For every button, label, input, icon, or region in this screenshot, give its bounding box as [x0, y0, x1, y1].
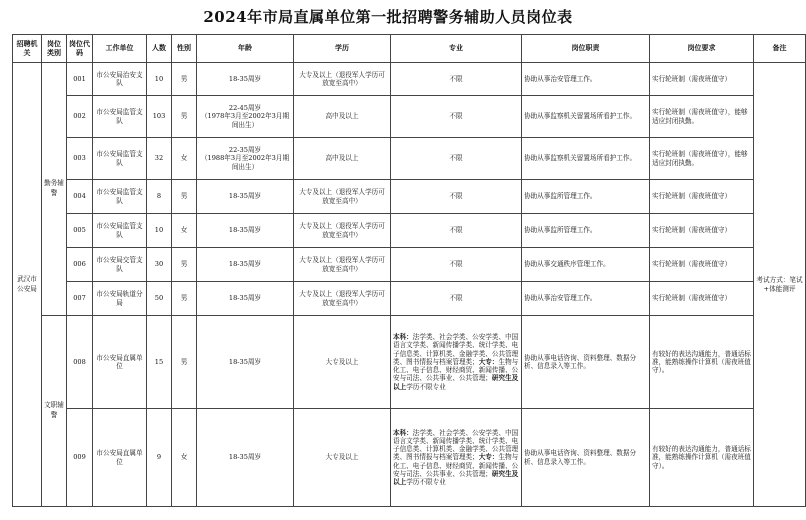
table-row [13, 138, 806, 180]
recruiting-org-cell: 武汉市公安局 [13, 63, 42, 507]
headcount: 10 [147, 214, 172, 248]
work-unit: 市公安局交管支队 [93, 248, 147, 282]
header-age: 年龄 [197, 35, 294, 63]
post-code: 007 [67, 282, 93, 316]
duties: 协助从事监所管理工作。 [522, 214, 650, 248]
headcount: 15 [147, 316, 172, 409]
work-unit: 市公安局轨道分局 [93, 282, 147, 316]
age-range: 22-35周岁 [228, 146, 262, 155]
header-notes: 备注 [754, 35, 806, 63]
header-requirements: 岗位要求 [650, 35, 754, 63]
age-range: 22-45周岁 [228, 104, 262, 113]
major: 不限 [391, 96, 522, 138]
header-major: 专业 [391, 35, 522, 63]
work-unit: 市公安局监管支队 [93, 180, 147, 214]
gender: 男 [172, 282, 197, 316]
headcount: 8 [147, 180, 172, 214]
post-code: 001 [67, 63, 93, 96]
post-code: 005 [67, 214, 93, 248]
headcount: 50 [147, 282, 172, 316]
duties: 协助从事电话咨询、资料整理、数据分析、信息录入等工作。 [522, 316, 650, 409]
table-row [13, 316, 806, 409]
duties: 协助从事治安管理工作。 [522, 282, 650, 316]
table-row [13, 282, 806, 316]
age-range: 18-35周岁 [228, 357, 262, 366]
age [197, 96, 294, 138]
header-recruiting-org: 招聘机关 [13, 35, 42, 63]
work-unit: 市公安局直属单位 [93, 409, 147, 507]
college-label: 大专： [478, 453, 499, 462]
education: 高中及以上 [294, 96, 391, 138]
age-range: 18-35周岁 [228, 260, 262, 269]
table-row [13, 248, 806, 282]
duties: 协助从事交通秩序管理工作。 [522, 248, 650, 282]
gender: 男 [172, 180, 197, 214]
major: 不限 [391, 138, 522, 180]
table-row [13, 409, 806, 507]
header-headcount: 人数 [147, 35, 172, 63]
major-clerical [391, 409, 522, 507]
category-clerical-cell: 文职辅警 [42, 316, 67, 507]
undergrad-majors: 法学类、社会学类、公安学类、中国语言文学类、新闻传播学类、统计学类、电子信息类、计算机类、金融学类、公共管理类、图书情报与档案管理类； [393, 428, 519, 462]
age [197, 63, 294, 96]
headcount: 9 [147, 409, 172, 507]
undergrad-label: 本科： [393, 428, 413, 437]
undergrad-label: 本科： [393, 333, 413, 342]
gender: 女 [172, 409, 197, 507]
age [197, 138, 294, 180]
headcount: 10 [147, 63, 172, 96]
page-title: 2024年市局直属单位第一批招聘警务辅助人员岗位表 [203, 8, 573, 26]
major: 不限 [391, 214, 522, 248]
header-work-unit: 工作单位 [93, 35, 147, 63]
category-service-cell: 勤务辅警 [42, 63, 67, 316]
age [197, 180, 294, 214]
education: 大专及以上（退役军人学历可放宽至高中） [294, 282, 391, 316]
gender: 男 [172, 63, 197, 96]
post-code: 006 [67, 248, 93, 282]
table-row [13, 96, 806, 138]
grad-label: 研究生及以上 [393, 469, 519, 487]
age-birth-range: （1988年3月至2002年3月期间出生） [200, 154, 290, 171]
requirements: 实行轮班制（需夜班值守） [650, 282, 754, 316]
gender: 男 [172, 248, 197, 282]
age-range: 18-35周岁 [228, 74, 262, 83]
requirements: 实行轮班制（需夜班值守） [650, 248, 754, 282]
gender: 男 [172, 316, 197, 409]
header-duties: 岗位职责 [522, 35, 650, 63]
requirements: 实行轮班制（需夜班值守），能够适应封闭执勤。 [650, 138, 754, 180]
education: 高中及以上 [294, 138, 391, 180]
age [197, 214, 294, 248]
gender: 女 [172, 138, 197, 180]
headcount: 30 [147, 248, 172, 282]
duties: 协助从事监察机关留置场所看护工作。 [522, 138, 650, 180]
major-clerical [391, 316, 522, 409]
duties: 协助从事监察机关留置场所看护工作。 [522, 96, 650, 138]
education: 大专及以上（退役军人学历可放宽至高中） [294, 180, 391, 214]
requirements: 有较好的表达沟通能力，普通话标准，能熟练操作计算机（需夜班值守）。 [650, 409, 754, 507]
exam-note-cell: 考试方式：笔试+体能测评 [754, 63, 806, 507]
age [197, 316, 294, 409]
college-majors: 生物与化工、电子信息、财经商贸、新闻传播、公安与司法、公共事业、公共管理； [393, 357, 519, 383]
major: 不限 [391, 282, 522, 316]
duties: 协助从事电话咨询、资料整理、数据分析、信息录入等工作。 [522, 409, 650, 507]
header-gender: 性别 [172, 35, 197, 63]
table-row [13, 180, 806, 214]
duties: 协助从事监所管理工作。 [522, 180, 650, 214]
age-range: 18-35周岁 [228, 226, 262, 235]
gender: 女 [172, 214, 197, 248]
grad-majors: 学历不限专业 [406, 382, 446, 391]
post-code: 008 [67, 316, 93, 409]
age [197, 282, 294, 316]
undergrad-majors: 法学类、社会学类、公安学类、中国语言文学类、新闻传播学类、统计学类、电子信息类、计算机类、金融学类、公共管理类、图书情报与档案管理类； [393, 333, 519, 366]
major: 不限 [391, 180, 522, 214]
college-label: 大专： [478, 357, 499, 366]
header-education: 学历 [294, 35, 391, 63]
age-birth-range: （1978年3月至2002年3月期间出生） [200, 112, 290, 129]
requirements: 有较好的表达沟通能力，普通话标准，能熟练操作计算机（需夜班值守）。 [650, 316, 754, 409]
post-code: 002 [67, 96, 93, 138]
header-row [13, 35, 806, 63]
work-unit: 市公安局监管支队 [93, 138, 147, 180]
headcount: 103 [147, 96, 172, 138]
age [197, 248, 294, 282]
post-code: 003 [67, 138, 93, 180]
education: 大专及以上（退役军人学历可放宽至高中） [294, 214, 391, 248]
requirements: 实行轮班制（需夜班值守），能够适应封闭执勤。 [650, 96, 754, 138]
age [197, 409, 294, 507]
major: 不限 [391, 248, 522, 282]
age-range: 18-35周岁 [228, 294, 262, 303]
duties: 协助从事治安管理工作。 [522, 63, 650, 96]
requirements: 实行轮班制（需夜班值守） [650, 214, 754, 248]
header-post-category: 岗位类别 [42, 35, 67, 63]
header-post-code: 岗位代码 [67, 35, 93, 63]
post-code: 004 [67, 180, 93, 214]
positions-table [12, 34, 806, 507]
headcount: 32 [147, 138, 172, 180]
education: 大专及以上 [294, 316, 391, 409]
education: 大专及以上 [294, 409, 391, 507]
work-unit: 市公安局监管支队 [93, 214, 147, 248]
grad-label: 研究生及以上 [393, 374, 519, 391]
major: 不限 [391, 63, 522, 96]
work-unit: 市公安局直属单位 [93, 316, 147, 409]
age-range: 18-35周岁 [228, 192, 262, 201]
education: 大专及以上（退役军人学历可放宽至高中） [294, 63, 391, 96]
work-unit: 市公安局治安支队 [93, 63, 147, 96]
table-row [13, 63, 806, 96]
requirements: 实行轮班制（需夜班值守） [650, 180, 754, 214]
post-code: 009 [67, 409, 93, 507]
age-range: 18-35周岁 [228, 453, 262, 462]
requirements: 实行轮班制（需夜班值守） [650, 63, 754, 96]
grad-majors: 学历不限专业 [406, 478, 446, 487]
table-row [13, 214, 806, 248]
work-unit: 市公安局监管支队 [93, 96, 147, 138]
college-majors: 生物与化工、电子信息、财经商贸、新闻传播、公安与司法、公共事业、公共管理； [393, 453, 519, 478]
gender: 男 [172, 96, 197, 138]
education: 大专及以上（退役军人学历可放宽至高中） [294, 248, 391, 282]
